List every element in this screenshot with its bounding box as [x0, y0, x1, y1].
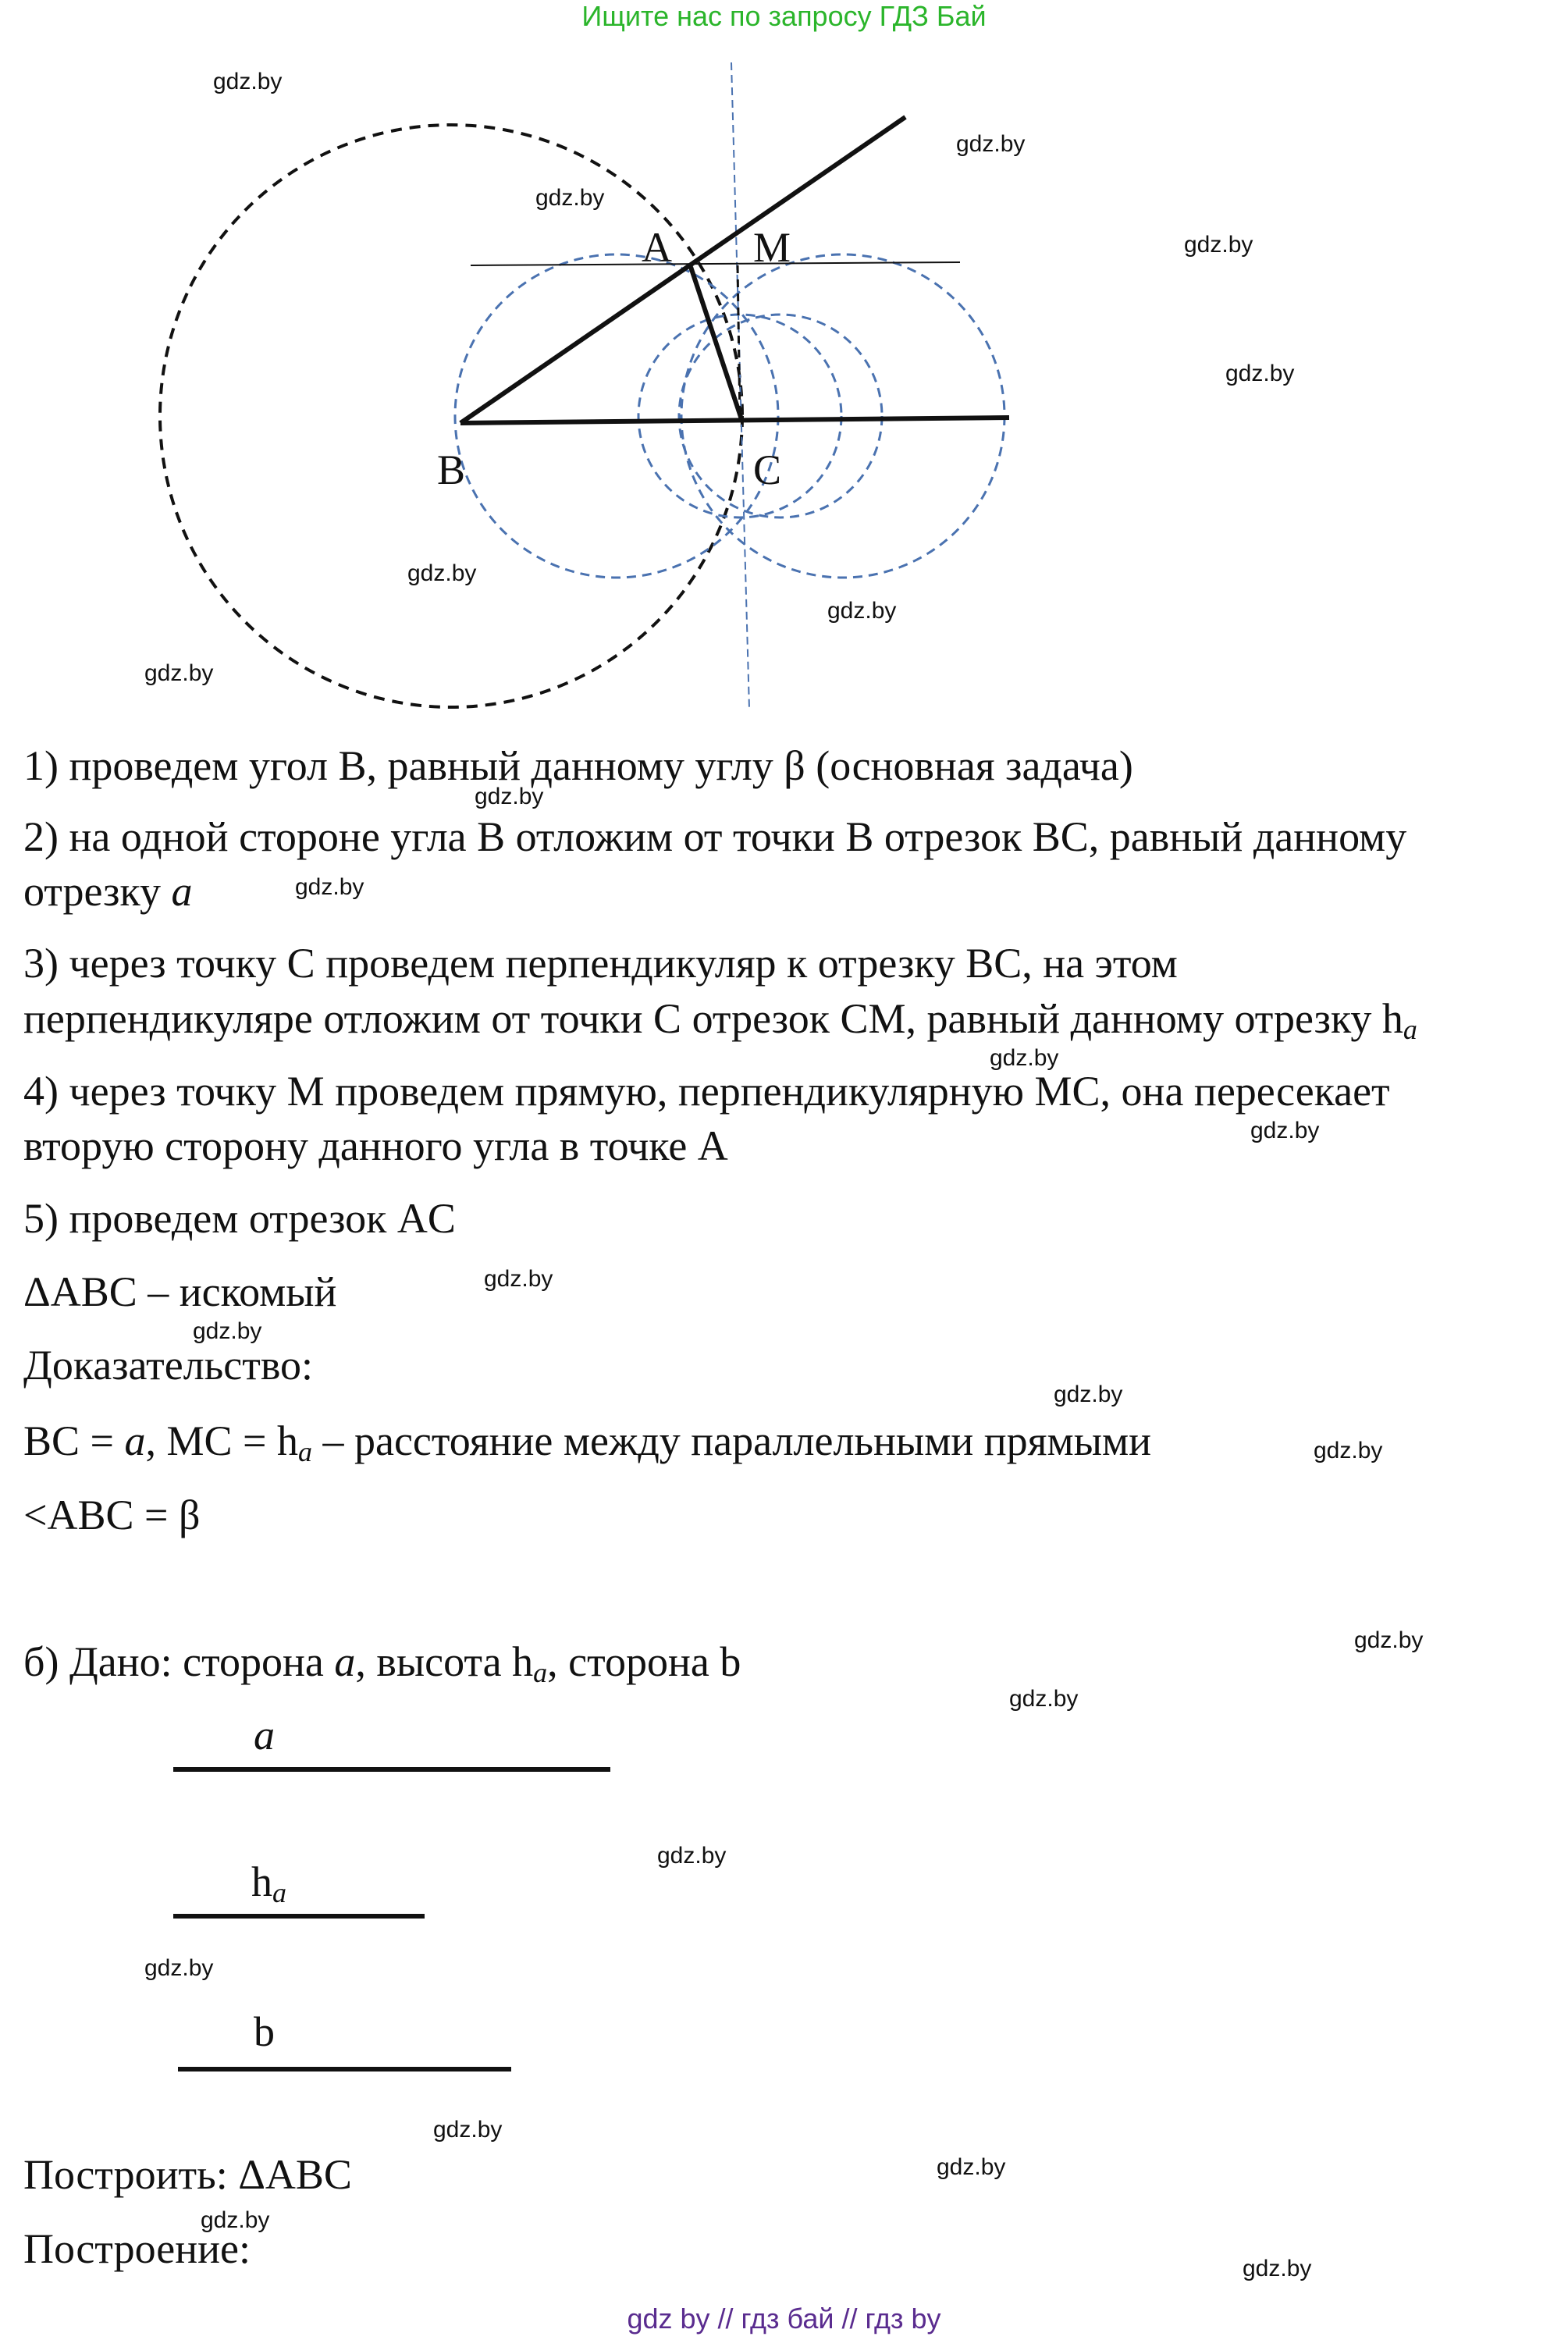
watermark: gdz.by [433, 2117, 503, 2143]
given-text-b: , высота h [355, 1638, 534, 1685]
segment-h-label [251, 1858, 286, 1909]
watermark: gdz.by [201, 2207, 270, 2233]
watermark: gdz.by [407, 560, 477, 586]
step-4-text: 4) через точку M проведем прямую, перпендикулярную MC, она пересекает [23, 1068, 1390, 1115]
watermark: gdz.by [484, 1266, 553, 1292]
segment-b-label: b [254, 2008, 275, 2055]
subscript-a: a [1403, 1014, 1417, 1045]
step-3-line-2 [23, 994, 1417, 1046]
watermark: gdz.by [1009, 1686, 1079, 1712]
label-point-b: B [437, 446, 466, 493]
proof-title [23, 1341, 313, 1389]
angle-side-ba [460, 117, 905, 423]
result-text: ΔABC – искомый [23, 1268, 337, 1315]
proof-2-text: <ABC = β [23, 1492, 201, 1538]
step-5 [23, 1194, 456, 1243]
watermark: gdz.by [144, 1955, 214, 1981]
watermark: gdz.by [990, 1045, 1059, 1071]
side-bc [460, 418, 1009, 423]
construct-line [23, 2150, 352, 2199]
watermark: gdz.by [535, 185, 605, 211]
watermark: gdz.by [475, 784, 544, 809]
subscript-a: a [533, 1657, 548, 1688]
proof-1-text-c: – расстояние между параллельными прямыми [312, 1417, 1152, 1464]
watermark: gdz.by [295, 874, 364, 900]
label-point-m: M [753, 224, 791, 271]
construction-text: Построение: [23, 2225, 251, 2272]
construction-diagram [0, 47, 1568, 718]
header-banner: Ищите нас по запросу ГДЗ Бай [581, 0, 987, 32]
segment-a-label: a [254, 1712, 275, 1759]
step-2-text-cont: отрезку [23, 868, 172, 915]
step-5-text: 5) проведем отрезок AC [23, 1195, 456, 1242]
perpendicular-line [731, 62, 749, 709]
construct-text: Построить: ΔABC [23, 2151, 352, 2198]
proof-line-1 [23, 1417, 1151, 1468]
step-1-text: 1) проведем угол B, равный данному углу β (основная задача) [23, 742, 1133, 789]
construction-title [23, 2224, 251, 2273]
step-2-line-1 [23, 813, 1406, 861]
var-a: a [171, 868, 193, 915]
watermark: gdz.by [1250, 1118, 1320, 1143]
proof-line-2 [23, 1491, 200, 1539]
watermark: gdz.by [1225, 361, 1295, 386]
circle-center-b [160, 125, 742, 707]
step-3-text-cont: перпендикуляре отложим от точки C отрезок CM, равный данному отрезку h [23, 995, 1403, 1042]
step-4-line-2 [23, 1122, 728, 1170]
var-a: a [124, 1417, 146, 1464]
step-4-text-cont: вторую сторону данного угла в точке A [23, 1122, 728, 1169]
subscript-a: a [298, 1436, 312, 1467]
step-2-line-2 [23, 867, 192, 916]
step-3-line-1 [23, 939, 1178, 987]
watermark: gdz.by [1054, 1382, 1123, 1407]
blue-circle-left [455, 254, 778, 578]
part-b-given [23, 1638, 741, 1689]
given-text: б) Дано: сторона [23, 1638, 335, 1685]
segment-h-text: h [251, 1858, 272, 1905]
watermark: gdz.by [657, 1843, 727, 1869]
watermark: gdz.by [144, 660, 214, 686]
watermark: gdz.by [956, 131, 1026, 157]
step-2-text: 2) на одной стороне угла B отложим от точки B отрезок BC, равный данному [23, 813, 1407, 860]
footer-banner: gdz by // гдз бай // гдз by [627, 2303, 941, 2335]
watermark: gdz.by [827, 598, 897, 624]
watermark: gdz.by [1184, 232, 1253, 258]
step-3-text: 3) через точку C проведем перпендикуляр к отрезку BC, на этом [23, 940, 1178, 987]
step-4-line-1 [23, 1067, 1390, 1115]
segment-b [178, 2067, 511, 2072]
step-1 [23, 741, 1133, 790]
label-point-c: C [753, 446, 782, 493]
segment-h [173, 1914, 425, 1919]
given-text-c: , сторона b [547, 1638, 741, 1685]
parallel-line-am [471, 262, 960, 265]
watermark: gdz.by [1314, 1438, 1383, 1463]
watermark: gdz.by [193, 1318, 262, 1344]
proof-title-text: Доказательство: [23, 1342, 313, 1389]
result-line [23, 1268, 336, 1316]
watermark: gdz.by [213, 69, 283, 94]
proof-1-text-b: , MC = h [145, 1417, 298, 1464]
label-point-a: A [642, 224, 672, 271]
proof-1-text: BC = [23, 1417, 125, 1464]
segment-a [173, 1767, 610, 1772]
watermark: gdz.by [937, 2154, 1006, 2180]
var-a: a [334, 1638, 356, 1685]
watermark: gdz.by [1243, 2256, 1312, 2281]
watermark: gdz.by [1354, 1627, 1424, 1653]
subscript-a: a [272, 1877, 286, 1908]
